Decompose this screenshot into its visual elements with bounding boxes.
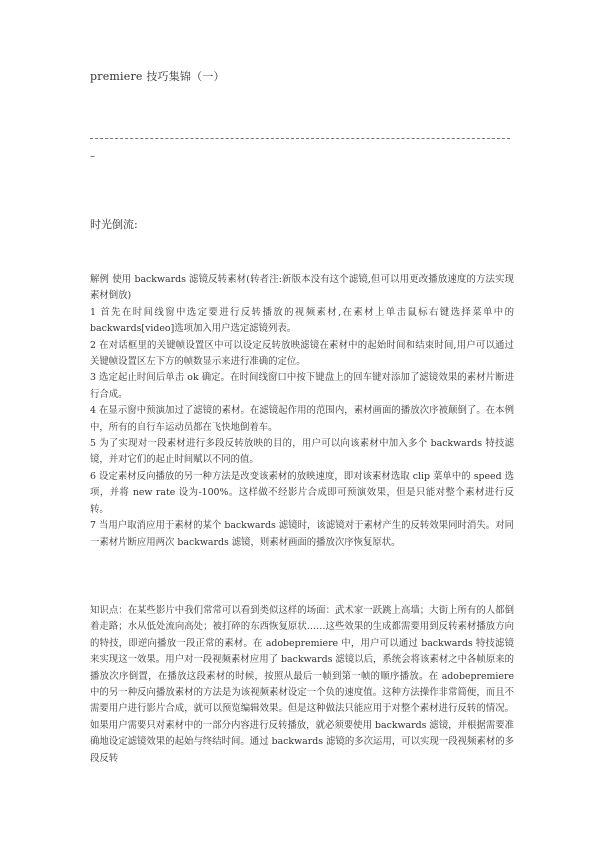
explanation-line: 6 设定素材反向播放的另一种方法是改变该素材的放映速度，即对该素材选取 clip 菜单中的 speed 选项，并将 new rate 设为-100%。这样做不经影片合成即可预演效果，但是只能对整个素材进行反转。 [90, 470, 514, 515]
explanation-line: 2 在对话框里的关键帧设置区中可以设定反转放映滤镜在素材中的起始时间和结束时间,用户可以通过关键帧设置区左下方的帧数显示来进行准确的定位。 [90, 339, 514, 368]
explanation-line: 7 当用户取消应用于素材的某个 backwards 滤镜时，该滤镜对于素材产生的反转效果同时消失。对同一素材片断应用两次 backwards 滤镜，则素材画面的播放次序恢复原状。 [90, 520, 514, 548]
knowledge-paragraph: 知识点：在某些影片中我们常常可以看到类似这样的场面：武术家一跃跳上高墙；大街上所有的人都倒着走路；水从低处流向高处；被打碎的东西恢复原状……这些效果的生成都需要用到反转素材播放方向的特技，即逆向播放一段正常的素材。在 adobepremiere 中，用户可以通过 backwards 特技滤镜来实现这一效果。用户对一段视频素材应用了 backwards 滤镜以后，系统会将该素材之中各帧原来的播放次序倒置，在播放这段素材的时候，按照从最后一帧到第一帧的顺序播放。在 adobepremiere 中的另一种反向播放素材的方法是为该视频素材设定一个负的速度值。这种方法操作非常简便，而且不需要用户进行影片合成，就可以预览编辑效果。但是这种做法只能应用于对整个素材进行反转的情况。如果用户需要只对素材中的一部分内容进行反转播放，就必须要使用 backwards 滤镜，并根据需要准确地设定滤镜效果的起始与终结时间。通过 backwards 滤镜的多次运用，可以实现一段视频素材的多段反转 [90, 605, 514, 764]
document-title: premiere 技巧集锦（一） [90, 70, 225, 83]
explanation-line: 5 为了实现对一段素材进行多段反转放映的目的，用户可以向该素材中加入多个 backwards 特技滤镜，并对它们的起止时间赋以不同的值。 [90, 438, 514, 466]
divider-tail-dash: – [90, 151, 95, 162]
explanation-line: 1 首先在时间线窗中选定要进行反转播放的视频素材,在素材上单击鼠标右键选择菜单中的backwards[video]选项加入用户选定滤镜列表。 [90, 306, 514, 335]
explanation-line: 3 选定起止时间后单击 ok 确定。在时间线窗口中按下键盘上的回车键对添加了滤镜效果的素材片断进行合成。 [90, 372, 514, 400]
explanation-line: 4 在显示窗中预演加过了滤镜的素材。在滤镜起作用的范围内，素材画面的播放次序被颠倒了。在本例中，所有的自行车运动员都在飞快地倒着车。 [90, 405, 514, 433]
explanation-line: 解例 使用 backwards 滤镜反转素材(转者注:新版本没有这个滤镜,但可以用更改播放速度的方法实现素材倒放) [90, 274, 514, 302]
knowledge-block [90, 603, 514, 767]
dashed-divider [90, 138, 510, 139]
explanation-block [90, 272, 514, 551]
section-heading: 时光倒流: [90, 218, 138, 231]
